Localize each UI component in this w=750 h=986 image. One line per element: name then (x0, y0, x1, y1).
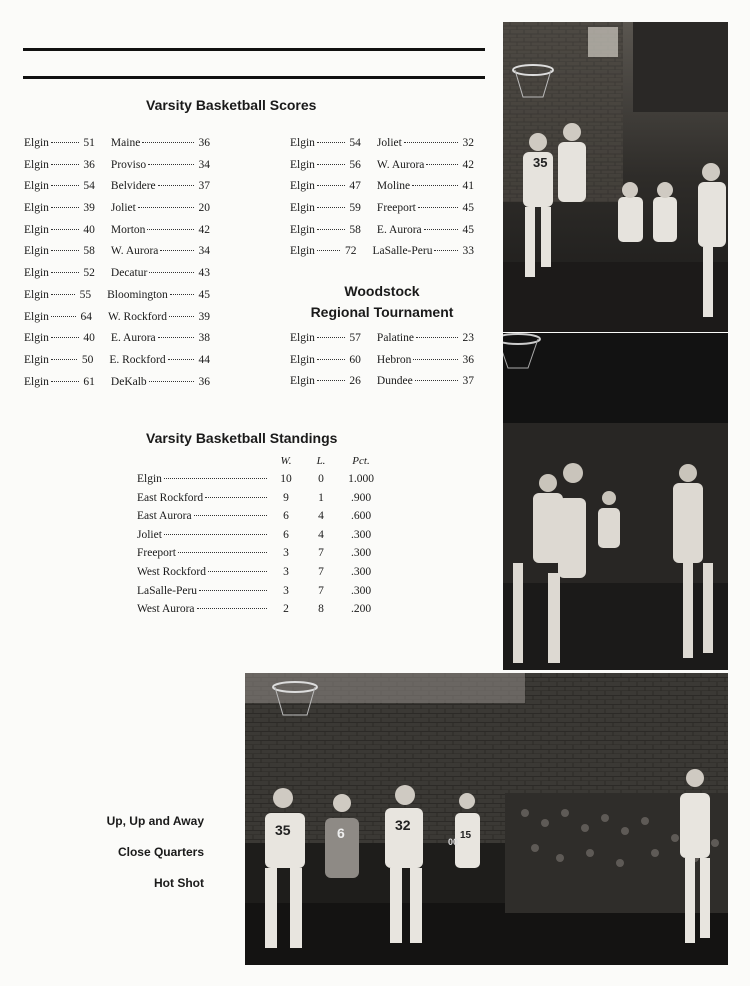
tournament-title-line1: Woodstock (344, 283, 420, 299)
standings-row (137, 585, 383, 604)
opponent-name: W. Aurora (376, 158, 425, 171)
score-row (290, 202, 474, 224)
team-name: Elgin (24, 202, 49, 215)
leader-dots (170, 294, 194, 295)
score-row (290, 180, 474, 202)
opponent-score: 34 (198, 158, 210, 171)
team-name: Elgin (290, 158, 315, 171)
opponent-name: Decatur (110, 267, 148, 280)
opponent-name: Hebron (376, 353, 412, 366)
score-row (24, 332, 210, 354)
leader-dots (149, 272, 194, 273)
team-name: Elgin (290, 223, 315, 236)
standings-wins: 3 (283, 584, 289, 597)
leader-dots (148, 164, 194, 165)
leader-dots (158, 337, 194, 338)
score-row (24, 224, 210, 246)
leader-dots (168, 359, 194, 360)
score-row (290, 224, 474, 246)
opponent-score: 42 (198, 223, 210, 236)
leader-dots (416, 337, 458, 338)
team-score: 72 (344, 245, 357, 258)
leader-dots (317, 142, 345, 143)
leader-dots (51, 185, 79, 186)
leader-dots (317, 229, 345, 230)
tournament-list (290, 332, 474, 397)
standings-row (137, 529, 383, 548)
score-row (290, 137, 474, 159)
team-score: 51 (83, 137, 95, 149)
standings-team: Elgin (137, 473, 162, 485)
header-losses: L. (316, 455, 326, 467)
team-score: 55 (79, 288, 92, 301)
opponent-score: 36 (198, 137, 210, 149)
team-name: Elgin (24, 332, 49, 345)
leader-dots (51, 316, 76, 317)
standings-losses: 7 (318, 565, 324, 578)
photo-2-image (503, 333, 728, 670)
leader-dots (317, 359, 345, 360)
leader-dots (160, 250, 194, 251)
team-score: 60 (349, 353, 361, 366)
team-name: Elgin (24, 223, 49, 236)
leader-dots (178, 552, 267, 553)
team-score: 36 (83, 158, 95, 171)
header-wins: W. (280, 455, 292, 467)
team-score: 58 (83, 245, 95, 258)
standings-row (137, 566, 383, 585)
standings-row (137, 492, 383, 511)
leader-dots (51, 294, 75, 295)
leader-dots (317, 164, 345, 165)
opponent-name: Joliet (110, 202, 136, 215)
standings-pct: .900 (350, 491, 372, 504)
standings-wins: 6 (283, 528, 289, 541)
standings-wins: 3 (283, 547, 289, 560)
standings-header (137, 455, 383, 473)
standings-row (137, 603, 383, 622)
opponent-name: Dundee (376, 375, 413, 388)
leader-dots (412, 185, 458, 186)
photo-hot-shot (245, 673, 728, 965)
score-row (290, 375, 474, 397)
opponent-score: 45 (462, 223, 474, 236)
leader-dots (317, 337, 345, 338)
team-score: 39 (83, 202, 95, 215)
standings-title: Varsity Basketball Standings (146, 430, 338, 446)
scores-right-list (290, 137, 474, 267)
photo-close-quarters (503, 333, 728, 670)
standings-wins: 6 (283, 510, 289, 523)
standings-losses: 1 (318, 491, 324, 504)
opponent-score: 36 (198, 375, 210, 388)
team-name: Elgin (24, 310, 49, 323)
standings-pct: .600 (350, 510, 372, 523)
opponent-score: 32 (462, 137, 474, 149)
team-name: Elgin (24, 245, 49, 258)
leader-dots (418, 207, 458, 208)
photo-3-jersey-1: 35 (275, 822, 291, 838)
team-name: Elgin (290, 332, 315, 344)
opponent-score: 45 (198, 288, 210, 301)
opponent-name: Maine (110, 137, 141, 149)
standings-wins: 9 (283, 491, 289, 504)
opponent-score: 45 (462, 202, 474, 215)
leader-dots (51, 229, 79, 230)
leader-dots (164, 478, 267, 479)
opponent-name: Bloomington (107, 288, 168, 301)
tournament-title-line2: Regional Tournament (310, 304, 454, 320)
leader-dots (415, 380, 458, 381)
opponent-score: 23 (462, 332, 474, 344)
leader-dots (51, 207, 79, 208)
top-rule-2 (23, 76, 485, 79)
opponent-name: W. Aurora (110, 245, 159, 258)
leader-dots (51, 142, 79, 143)
opponent-score: 20 (198, 202, 210, 215)
standings-row (137, 510, 383, 529)
leader-dots (194, 515, 267, 516)
score-row (290, 354, 474, 376)
standings-losses: 7 (318, 547, 324, 560)
leader-dots (208, 571, 267, 572)
opponent-score: 42 (462, 158, 474, 171)
standings-losses: 0 (318, 473, 324, 485)
score-row (24, 376, 210, 398)
standings-team: West Aurora (137, 603, 195, 616)
standings-wins: 2 (283, 603, 289, 616)
standings-losses: 4 (318, 510, 324, 523)
photo-3-jersey-3: 32 (395, 817, 411, 833)
team-name: Elgin (24, 267, 49, 280)
photo-3-jersey-4: 00 (448, 837, 459, 847)
opponent-score: 33 (462, 245, 474, 258)
opponent-score: 37 (198, 180, 210, 193)
caption-close-quarters: Close Quarters (117, 845, 204, 859)
opponent-name: DeKalb (110, 375, 147, 388)
score-row (24, 202, 210, 224)
leader-dots (51, 164, 79, 165)
caption-up-up-and-away: Up, Up and Away (106, 814, 204, 828)
standings-pct: .300 (350, 565, 372, 578)
opponent-name: W. Rockford (107, 310, 167, 323)
leader-dots (413, 359, 458, 360)
opponent-score: 34 (198, 245, 210, 258)
top-rule-1 (23, 48, 485, 51)
leader-dots (317, 250, 341, 251)
team-score: 52 (83, 267, 95, 280)
photo-1-jersey-number: 35 (533, 155, 548, 170)
standings-pct: 1.000 (348, 473, 374, 485)
standings-rows (137, 473, 383, 622)
standings-team: LaSalle-Peru (137, 584, 198, 597)
leader-dots (51, 359, 77, 360)
opponent-name: LaSalle-Peru (372, 245, 433, 258)
leader-dots (142, 142, 194, 143)
opponent-name: Moline (376, 180, 411, 193)
opponent-score: 39 (198, 310, 210, 323)
team-name: Elgin (24, 353, 49, 366)
leader-dots (51, 250, 79, 251)
team-score: 57 (349, 332, 361, 344)
opponent-score: 38 (198, 332, 210, 345)
leader-dots (434, 250, 458, 251)
leader-dots (197, 608, 267, 609)
team-score: 56 (349, 158, 361, 171)
team-score: 61 (83, 375, 95, 388)
team-score: 54 (349, 137, 361, 149)
photo-up-up-and-away (503, 22, 728, 332)
leader-dots (317, 380, 345, 381)
team-name: Elgin (24, 158, 49, 171)
score-row (24, 267, 210, 289)
opponent-score: 43 (198, 267, 210, 280)
team-name: Elgin (290, 245, 315, 258)
opponent-name: Palatine (376, 332, 414, 344)
opponent-name: E. Aurora (376, 223, 422, 236)
score-row (24, 137, 210, 159)
standings-row (137, 547, 383, 566)
score-row (24, 311, 210, 333)
photo-3-jersey-2: 6 (337, 825, 345, 841)
leader-dots (424, 229, 458, 230)
header-pct: Pct. (352, 455, 370, 467)
standings-row (137, 473, 383, 492)
score-row (24, 245, 210, 267)
leader-dots (169, 316, 194, 317)
score-row (290, 332, 474, 354)
team-name: Elgin (24, 288, 49, 301)
standings-pct: .300 (350, 528, 372, 541)
opponent-score: 37 (462, 375, 474, 388)
opponent-name: E. Rockford (109, 353, 166, 366)
opponent-name: Morton (110, 223, 146, 236)
team-score: 59 (349, 202, 361, 215)
team-score: 40 (83, 332, 95, 345)
standings-losses: 7 (318, 584, 324, 597)
standings-team: West Rockford (137, 565, 207, 578)
team-score: 47 (349, 180, 361, 193)
leader-dots (317, 207, 345, 208)
team-name: Elgin (290, 375, 315, 388)
standings-wins: 10 (280, 473, 292, 485)
standings-team: East Rockford (137, 491, 204, 504)
score-row (24, 180, 210, 202)
caption-hot-shot: Hot Shot (154, 876, 204, 890)
opponent-name: Belvidere (110, 180, 156, 193)
standings-pct: .300 (350, 547, 372, 560)
leader-dots (147, 229, 194, 230)
standings-pct: .200 (350, 603, 372, 616)
standings-wins: 3 (283, 565, 289, 578)
opponent-name: Joliet (376, 137, 402, 149)
standings-pct: .300 (350, 584, 372, 597)
team-name: Elgin (24, 180, 49, 193)
score-row (290, 245, 474, 267)
team-name: Elgin (290, 137, 315, 149)
team-score: 26 (349, 375, 361, 388)
leader-dots (138, 207, 194, 208)
opponent-name: Freeport (376, 202, 416, 215)
leader-dots (205, 497, 267, 498)
opponent-score: 44 (198, 353, 211, 366)
scores-title: Varsity Basketball Scores (146, 97, 317, 113)
photo-3-image (245, 673, 728, 965)
team-score: 64 (80, 310, 92, 323)
standings-losses: 4 (318, 528, 324, 541)
leader-dots (404, 142, 458, 143)
team-name: Elgin (290, 353, 315, 366)
leader-dots (51, 272, 79, 273)
score-row (290, 159, 474, 181)
team-score: 58 (349, 223, 361, 236)
score-row (24, 159, 210, 181)
score-row (24, 289, 210, 311)
team-score: 40 (83, 223, 95, 236)
team-name: Elgin (290, 180, 315, 193)
leader-dots (51, 337, 79, 338)
leader-dots (51, 381, 79, 382)
standings-losses: 8 (318, 603, 324, 616)
team-score: 54 (83, 180, 95, 193)
leader-dots (158, 185, 194, 186)
standings-table (137, 455, 383, 622)
scores-left-list (24, 137, 210, 397)
team-name: Elgin (290, 202, 315, 215)
standings-team: Joliet (137, 528, 162, 541)
team-name: Elgin (24, 137, 49, 149)
leader-dots (199, 590, 267, 591)
opponent-name: Proviso (110, 158, 147, 171)
photo-1-image (503, 22, 728, 332)
photo-3-jersey-5: 15 (460, 830, 472, 841)
team-score: 50 (81, 353, 94, 366)
leader-dots (149, 381, 194, 382)
leader-dots (317, 185, 345, 186)
leader-dots (164, 534, 267, 535)
standings-team: Freeport (137, 547, 176, 560)
standings-team: East Aurora (137, 510, 192, 523)
leader-dots (426, 164, 458, 165)
score-row (24, 354, 210, 376)
opponent-name: E. Aurora (110, 332, 156, 345)
opponent-score: 41 (462, 180, 474, 193)
team-name: Elgin (24, 375, 49, 388)
opponent-score: 36 (462, 353, 474, 366)
